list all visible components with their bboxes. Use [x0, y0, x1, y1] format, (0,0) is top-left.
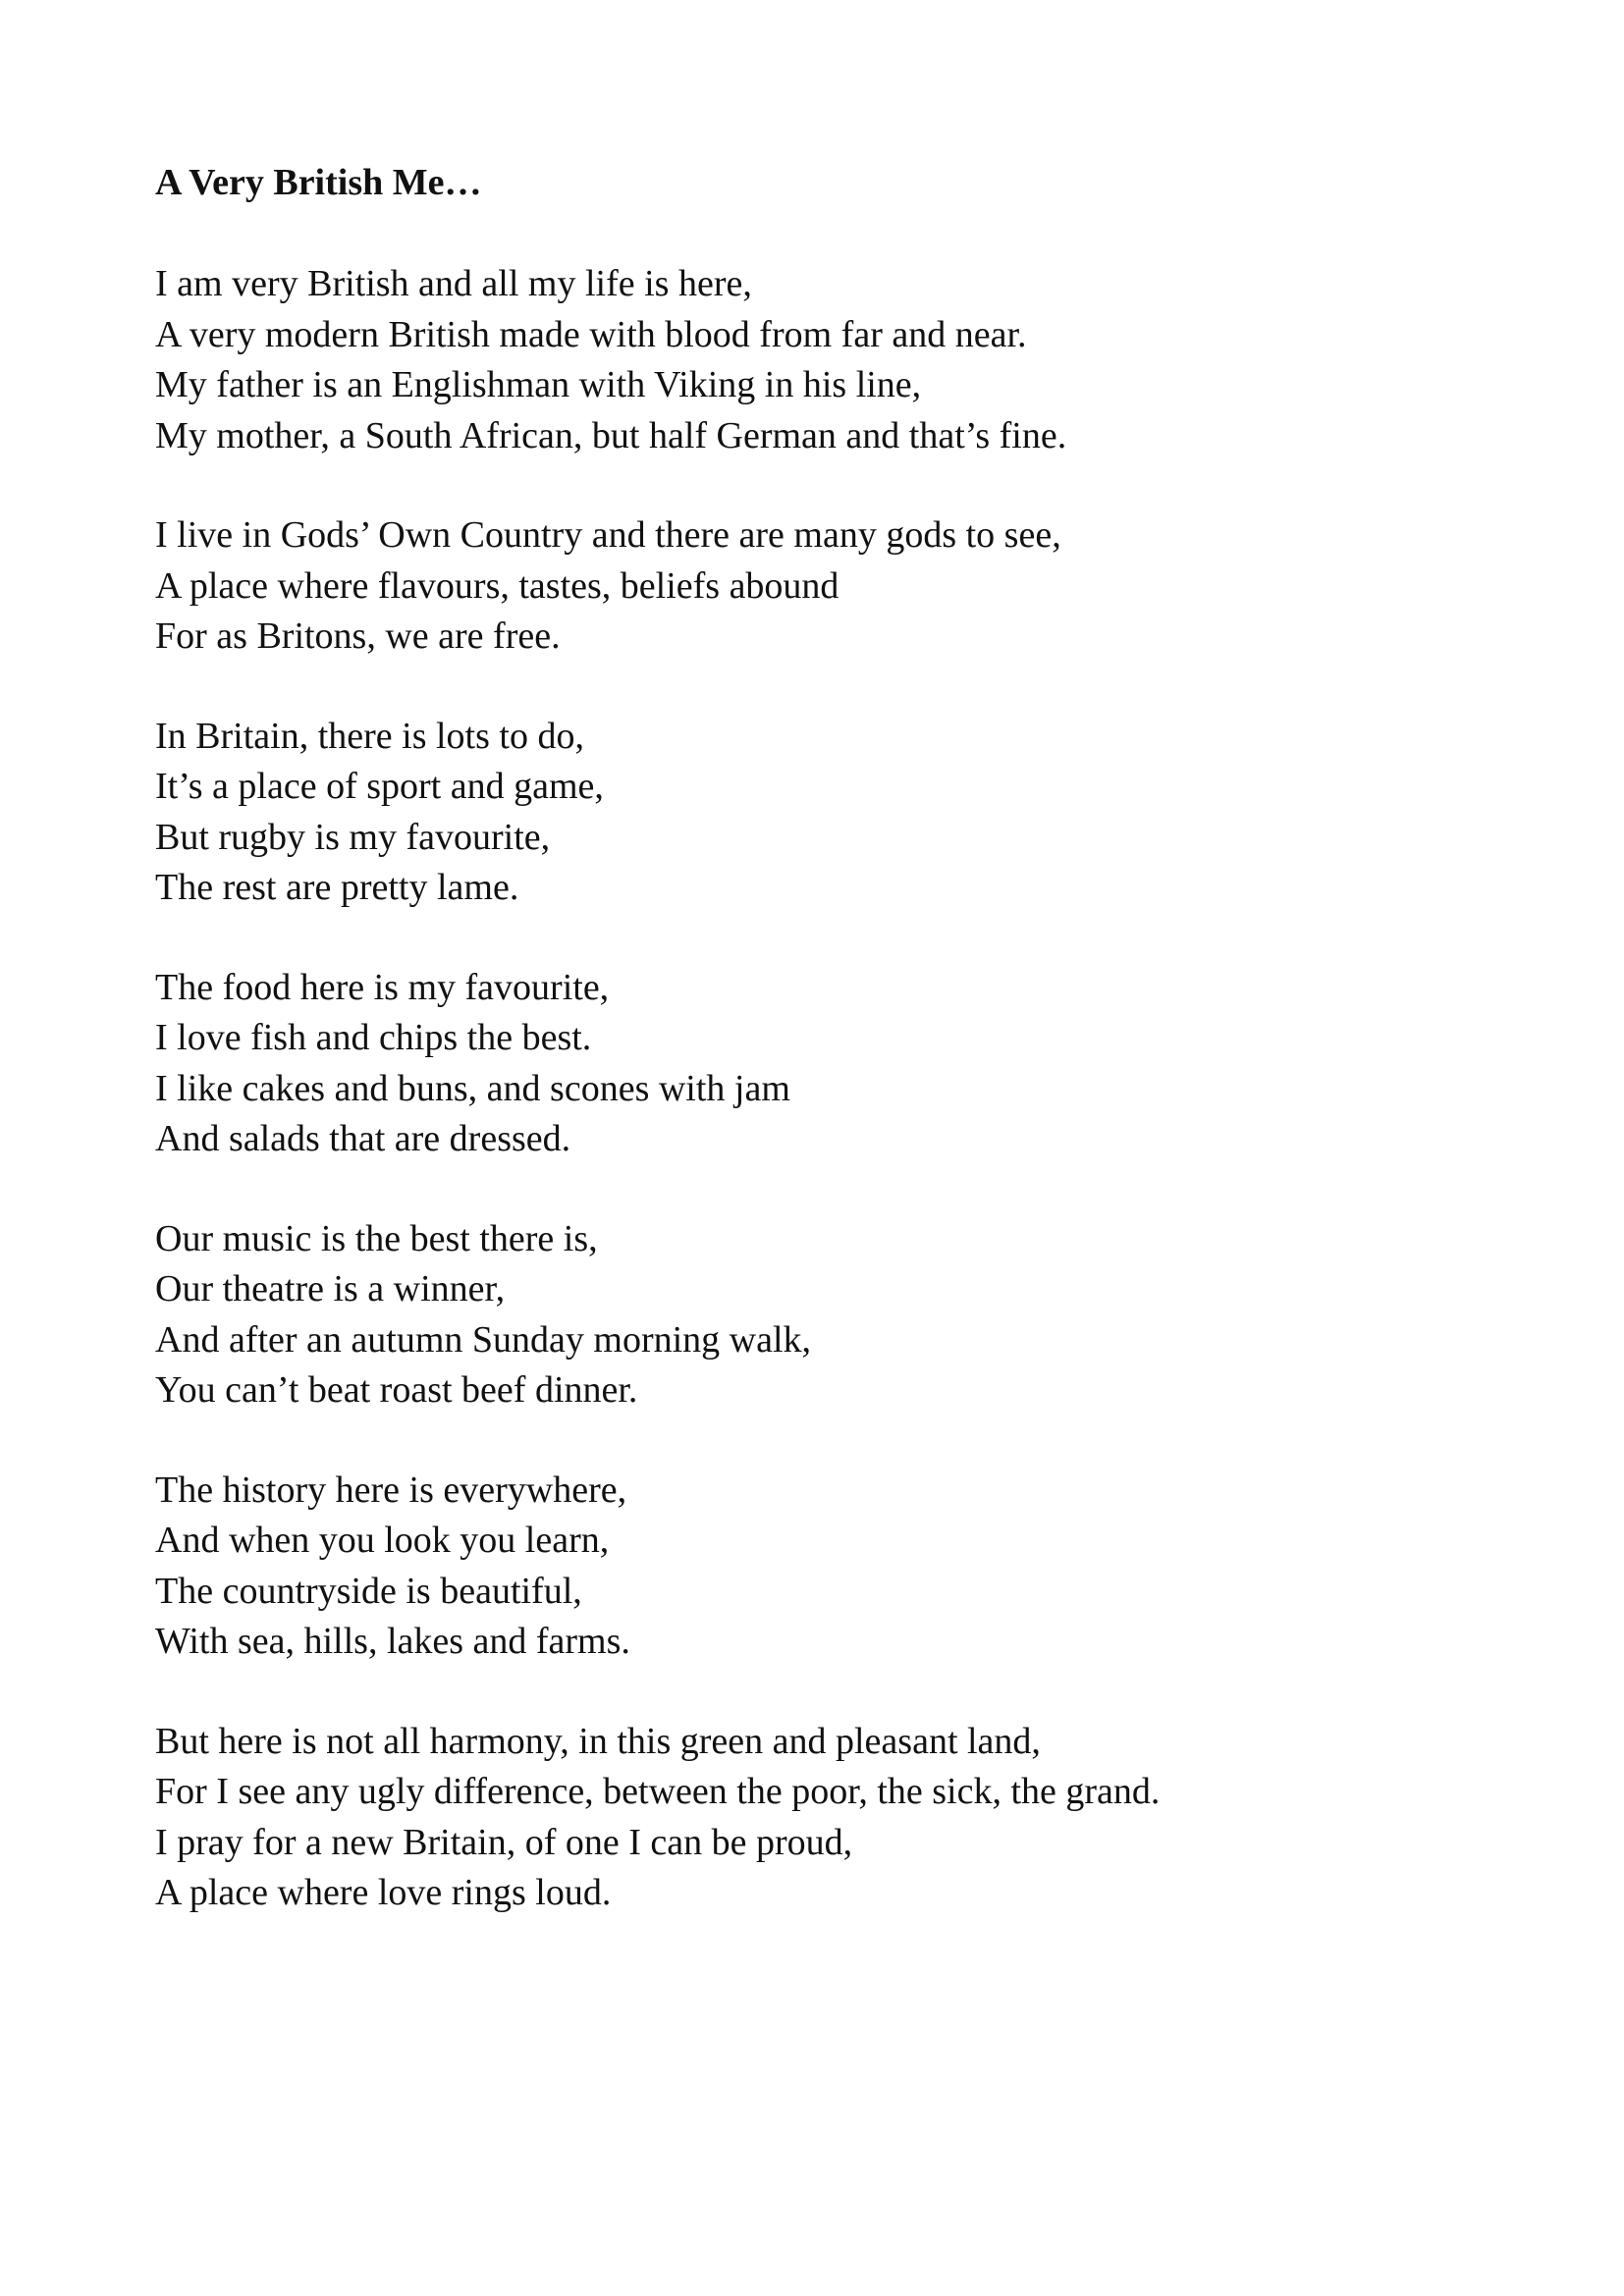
poem-line: The rest are pretty lame.	[155, 867, 519, 908]
stanza-3	[155, 712, 1549, 914]
stanza-7	[155, 1717, 1549, 1919]
poem-line: But rugby is my favourite,	[155, 816, 551, 858]
poem-line: With sea, hills, lakes and farms.	[155, 1621, 630, 1662]
poem-line: I love fish and chips the best.	[155, 1017, 592, 1058]
poem-line: I like cakes and buns, and scones with jam	[155, 1067, 790, 1109]
poem-line: I pray for a new Britain, of one I can be proud,	[155, 1821, 853, 1863]
poem-line: My father is an Englishman with Viking in his line,	[155, 364, 922, 405]
poem-line: For as Britons, we are free.	[155, 615, 561, 657]
poem-line: And salads that are dressed.	[155, 1118, 571, 1159]
poem-line: It’s a place of sport and game,	[155, 766, 604, 807]
poem-title: A Very British Me…	[155, 162, 482, 203]
stanza-6	[155, 1466, 1549, 1668]
poem-line: I am very British and all my life is here,	[155, 263, 752, 304]
poem-line: The food here is my favourite,	[155, 966, 610, 1008]
poem-line: I live in Gods’ Own Country and there are many gods to see,	[155, 514, 1061, 556]
poem-line: The countryside is beautiful,	[155, 1570, 582, 1612]
poem-line: A place where love rings loud.	[155, 1872, 612, 1913]
poem-line: You can’t beat roast beef dinner.	[155, 1369, 638, 1411]
poem	[155, 157, 1549, 1968]
poem-line: In Britain, there is lots to do,	[155, 715, 584, 757]
stanza-2	[155, 510, 1549, 663]
stanza-5	[155, 1214, 1549, 1416]
stanza-4	[155, 963, 1549, 1165]
poem-line: And after an autumn Sunday morning walk,	[155, 1318, 812, 1361]
poem-line: For I see any ugly difference, between the poor, the sick, the grand.	[155, 1771, 1161, 1812]
poem-line: A very modern British made with blood from far and near.	[155, 313, 1027, 355]
poem-line: Our music is the best there is,	[155, 1217, 598, 1259]
poem-line: The history here is everywhere,	[155, 1468, 627, 1511]
stanza-1	[155, 259, 1549, 461]
poem-line: Our theatre is a winner,	[155, 1268, 506, 1309]
poem-line: A place where flavours, tastes, beliefs abound	[155, 564, 839, 607]
poem-line: But here is not all harmony, in this green and pleasant land,	[155, 1720, 1041, 1762]
poem-line: My mother, a South African, but half German and that’s fine.	[155, 414, 1067, 456]
poem-line: And when you look you learn,	[155, 1520, 610, 1561]
